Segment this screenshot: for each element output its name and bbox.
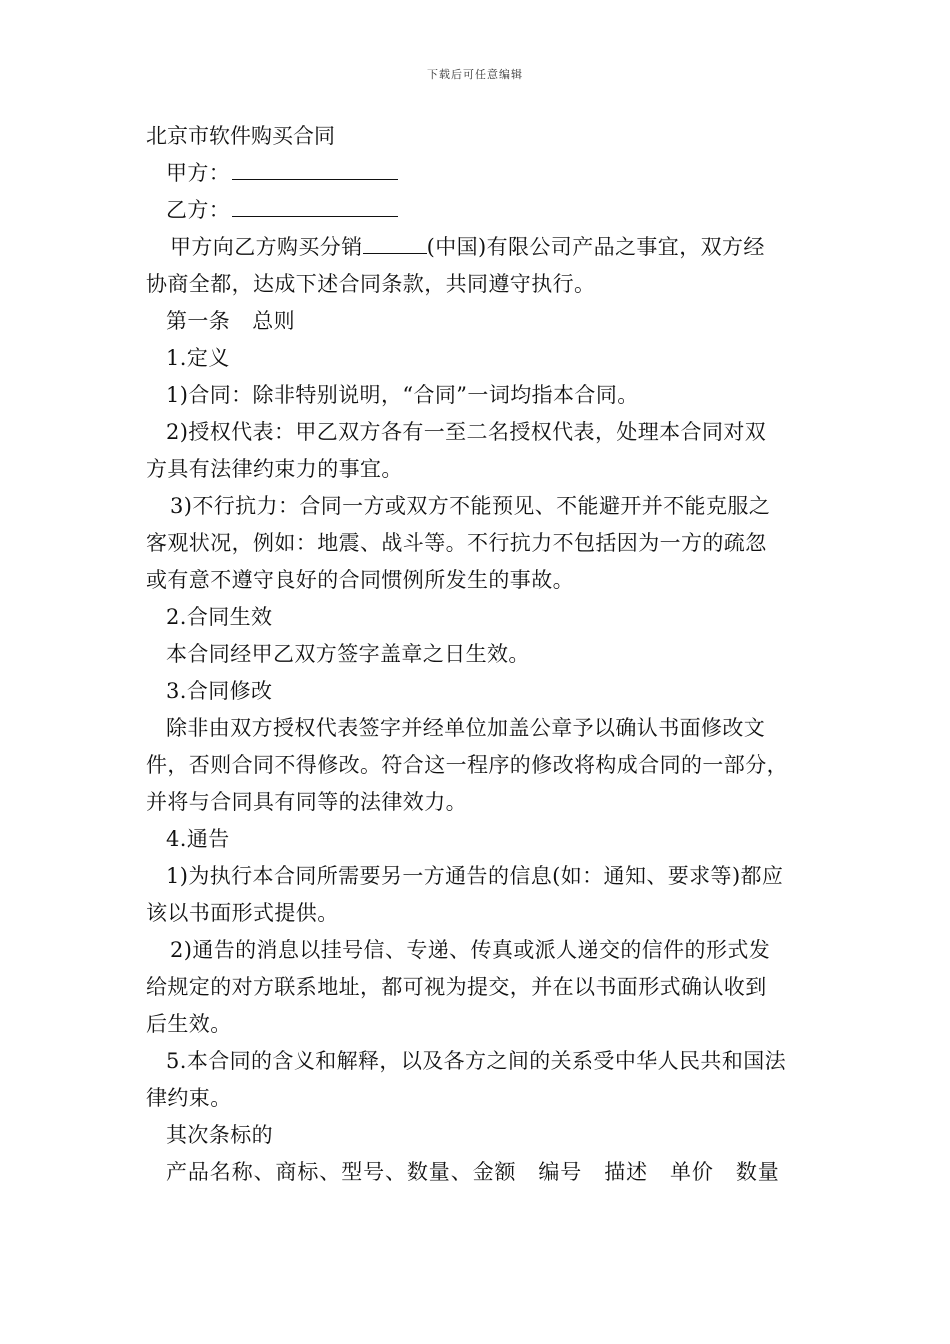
contract-body	[146, 118, 808, 1191]
table-header-unit-price: 单价	[670, 1160, 714, 1184]
section-4-item-2-line-3: 后生效。	[146, 1012, 232, 1036]
article-1-heading	[146, 303, 808, 340]
intro-line-2: 协商全都，达成下述合同条款，共同遵守执行。	[146, 272, 596, 296]
section-2-text: 本合同经甲乙双方签字盖章之日生效。	[166, 642, 530, 666]
article-1-title: 总则	[252, 309, 296, 333]
section-3-line-2: 件，否则合同不得修改。符合这一程序的修改将构成合同的一部分，	[146, 753, 788, 777]
section-4-heading: 4.通告	[166, 827, 230, 851]
section-4-item-2-line-1: 2)通告的消息以挂号信、专递、传真或派人递交的信件的形式发	[170, 938, 771, 962]
section-5-line-1: 5.本合同的含义和解释，以及各方之间的关系受中华人民共和国法	[166, 1049, 787, 1073]
product-table-header	[146, 1154, 808, 1191]
party-a-line	[146, 155, 808, 192]
table-header-description: 描述	[604, 1160, 649, 1184]
section-5-line-2: 律约束。	[146, 1086, 232, 1110]
table-header-number: 编号	[538, 1160, 583, 1184]
section-3-line-3: 并将与合同具有同等的法律效力。	[146, 790, 467, 814]
section-4-item-1-line-2: 该以书面形式提供。	[146, 901, 339, 925]
section-3-line-1: 除非由双方授权代表签字并经单位加盖公章予以确认书面修改文	[166, 716, 766, 740]
section-1-heading: 1.定义	[166, 346, 230, 370]
section-1-item-2-line-1: 2)授权代表：甲乙双方各有一至二名授权代表，处理本合同对双	[166, 420, 767, 444]
party-b-line	[146, 192, 808, 229]
section-1-item-1: 1)合同：除非特别说明，“合同”一词均指本合同。	[166, 383, 639, 407]
section-3-heading: 3.合同修改	[166, 679, 273, 703]
table-header-quantity: 数量	[735, 1160, 780, 1184]
page-header-note: 下载后可任意编辑	[427, 68, 523, 81]
party-b-blank	[232, 196, 398, 217]
section-4-item-2-line-2: 给规定的对方联系地址，都可视为提交，并在以书面形式确认收到	[146, 975, 767, 999]
table-header-product: 产品名称、商标、型号、数量、金额	[166, 1160, 517, 1184]
party-a-blank	[232, 159, 398, 180]
section-1-item-2-line-2: 方具有法律约束力的事宜。	[146, 457, 403, 481]
article-2-heading: 其次条标的	[166, 1123, 273, 1147]
contract-title: 北京市软件购买合同	[146, 124, 335, 148]
article-1-number: 第一条	[166, 309, 231, 333]
section-1-item-3-line-2: 客观状况，例如：地震、战斗等。不行抗力不包括因为一方的疏忽	[146, 531, 767, 555]
intro-part-2: (中国)有限公司产品之事宜，双方经	[426, 235, 765, 259]
intro-part-1: 甲方向乙方购买分销	[170, 235, 363, 259]
section-2-heading: 2.合同生效	[166, 605, 273, 629]
distributor-blank	[363, 233, 427, 254]
section-4-item-1-line-1: 1)为执行本合同所需要另一方通告的信息(如：通知、要求等)都应	[166, 864, 784, 888]
section-1-item-3-line-1: 3)不行抗力：合同一方或双方不能预见、不能避开并不能克服之	[170, 494, 771, 518]
party-b-label: 乙方：	[166, 198, 231, 222]
section-1-item-3-line-3: 或有意不遵守良好的合同惯例所发生的事故。	[146, 568, 574, 592]
intro-line-1	[146, 229, 808, 266]
party-a-label: 甲方：	[166, 161, 231, 185]
